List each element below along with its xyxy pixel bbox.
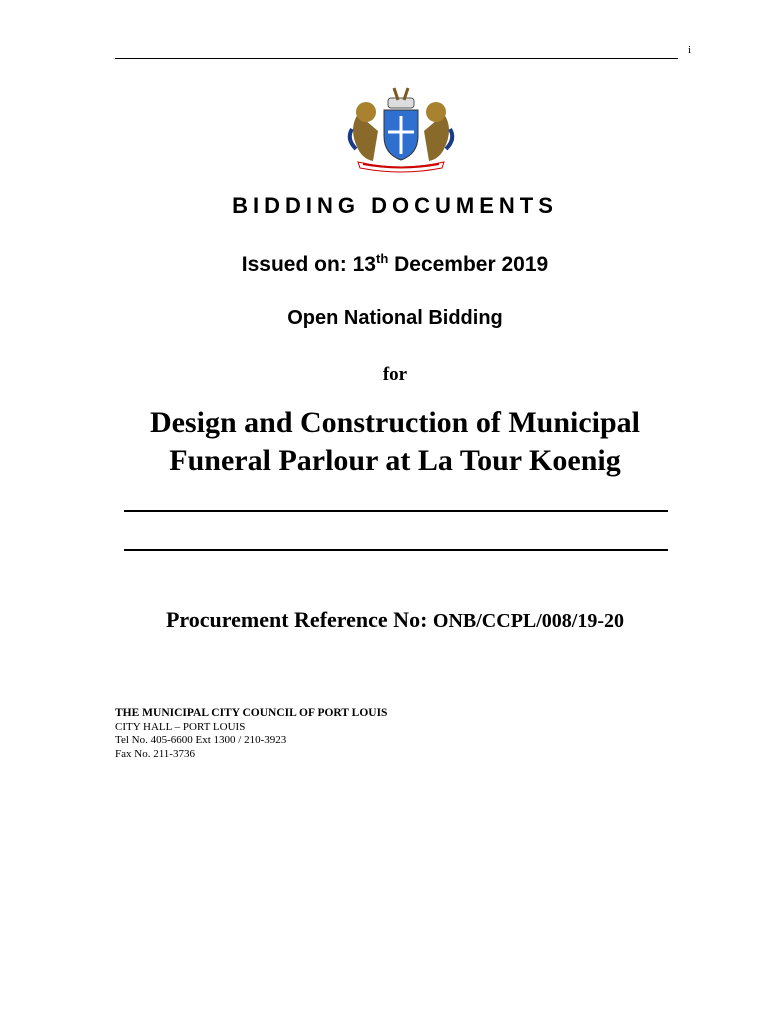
for-label: for <box>382 364 408 385</box>
header-rule <box>115 58 678 59</box>
footer-org: THE MUNICIPAL CITY COUNCIL OF PORT LOUIS <box>115 707 388 719</box>
footer-tel: Tel No. 405-6600 Ext 1300 / 210-3923 <box>115 734 287 746</box>
blank-line-2 <box>124 549 668 551</box>
blank-line-1 <box>124 510 668 512</box>
footer-fax: Fax No. 211-3736 <box>115 747 195 760</box>
document-heading: BIDDING DOCUMENTS <box>232 193 558 218</box>
bidding-type: Open National Bidding <box>287 307 503 329</box>
issued-date: Issued on: 13th December 2019 <box>241 251 549 276</box>
title-line-1: Design and Construction of Municipal <box>149 406 641 439</box>
footer-contact <box>115 707 387 761</box>
page-number: i <box>688 44 692 56</box>
project-title <box>0 404 770 480</box>
procurement-reference: Procurement Reference No: ONB/CCPL/008/19-20 <box>165 607 625 632</box>
title-line-2: Funeral Parlour at La Tour Koenig <box>169 444 621 477</box>
coat-of-arms-logo <box>338 84 464 174</box>
footer-address: CITY HALL – PORT LOUIS <box>115 720 246 733</box>
